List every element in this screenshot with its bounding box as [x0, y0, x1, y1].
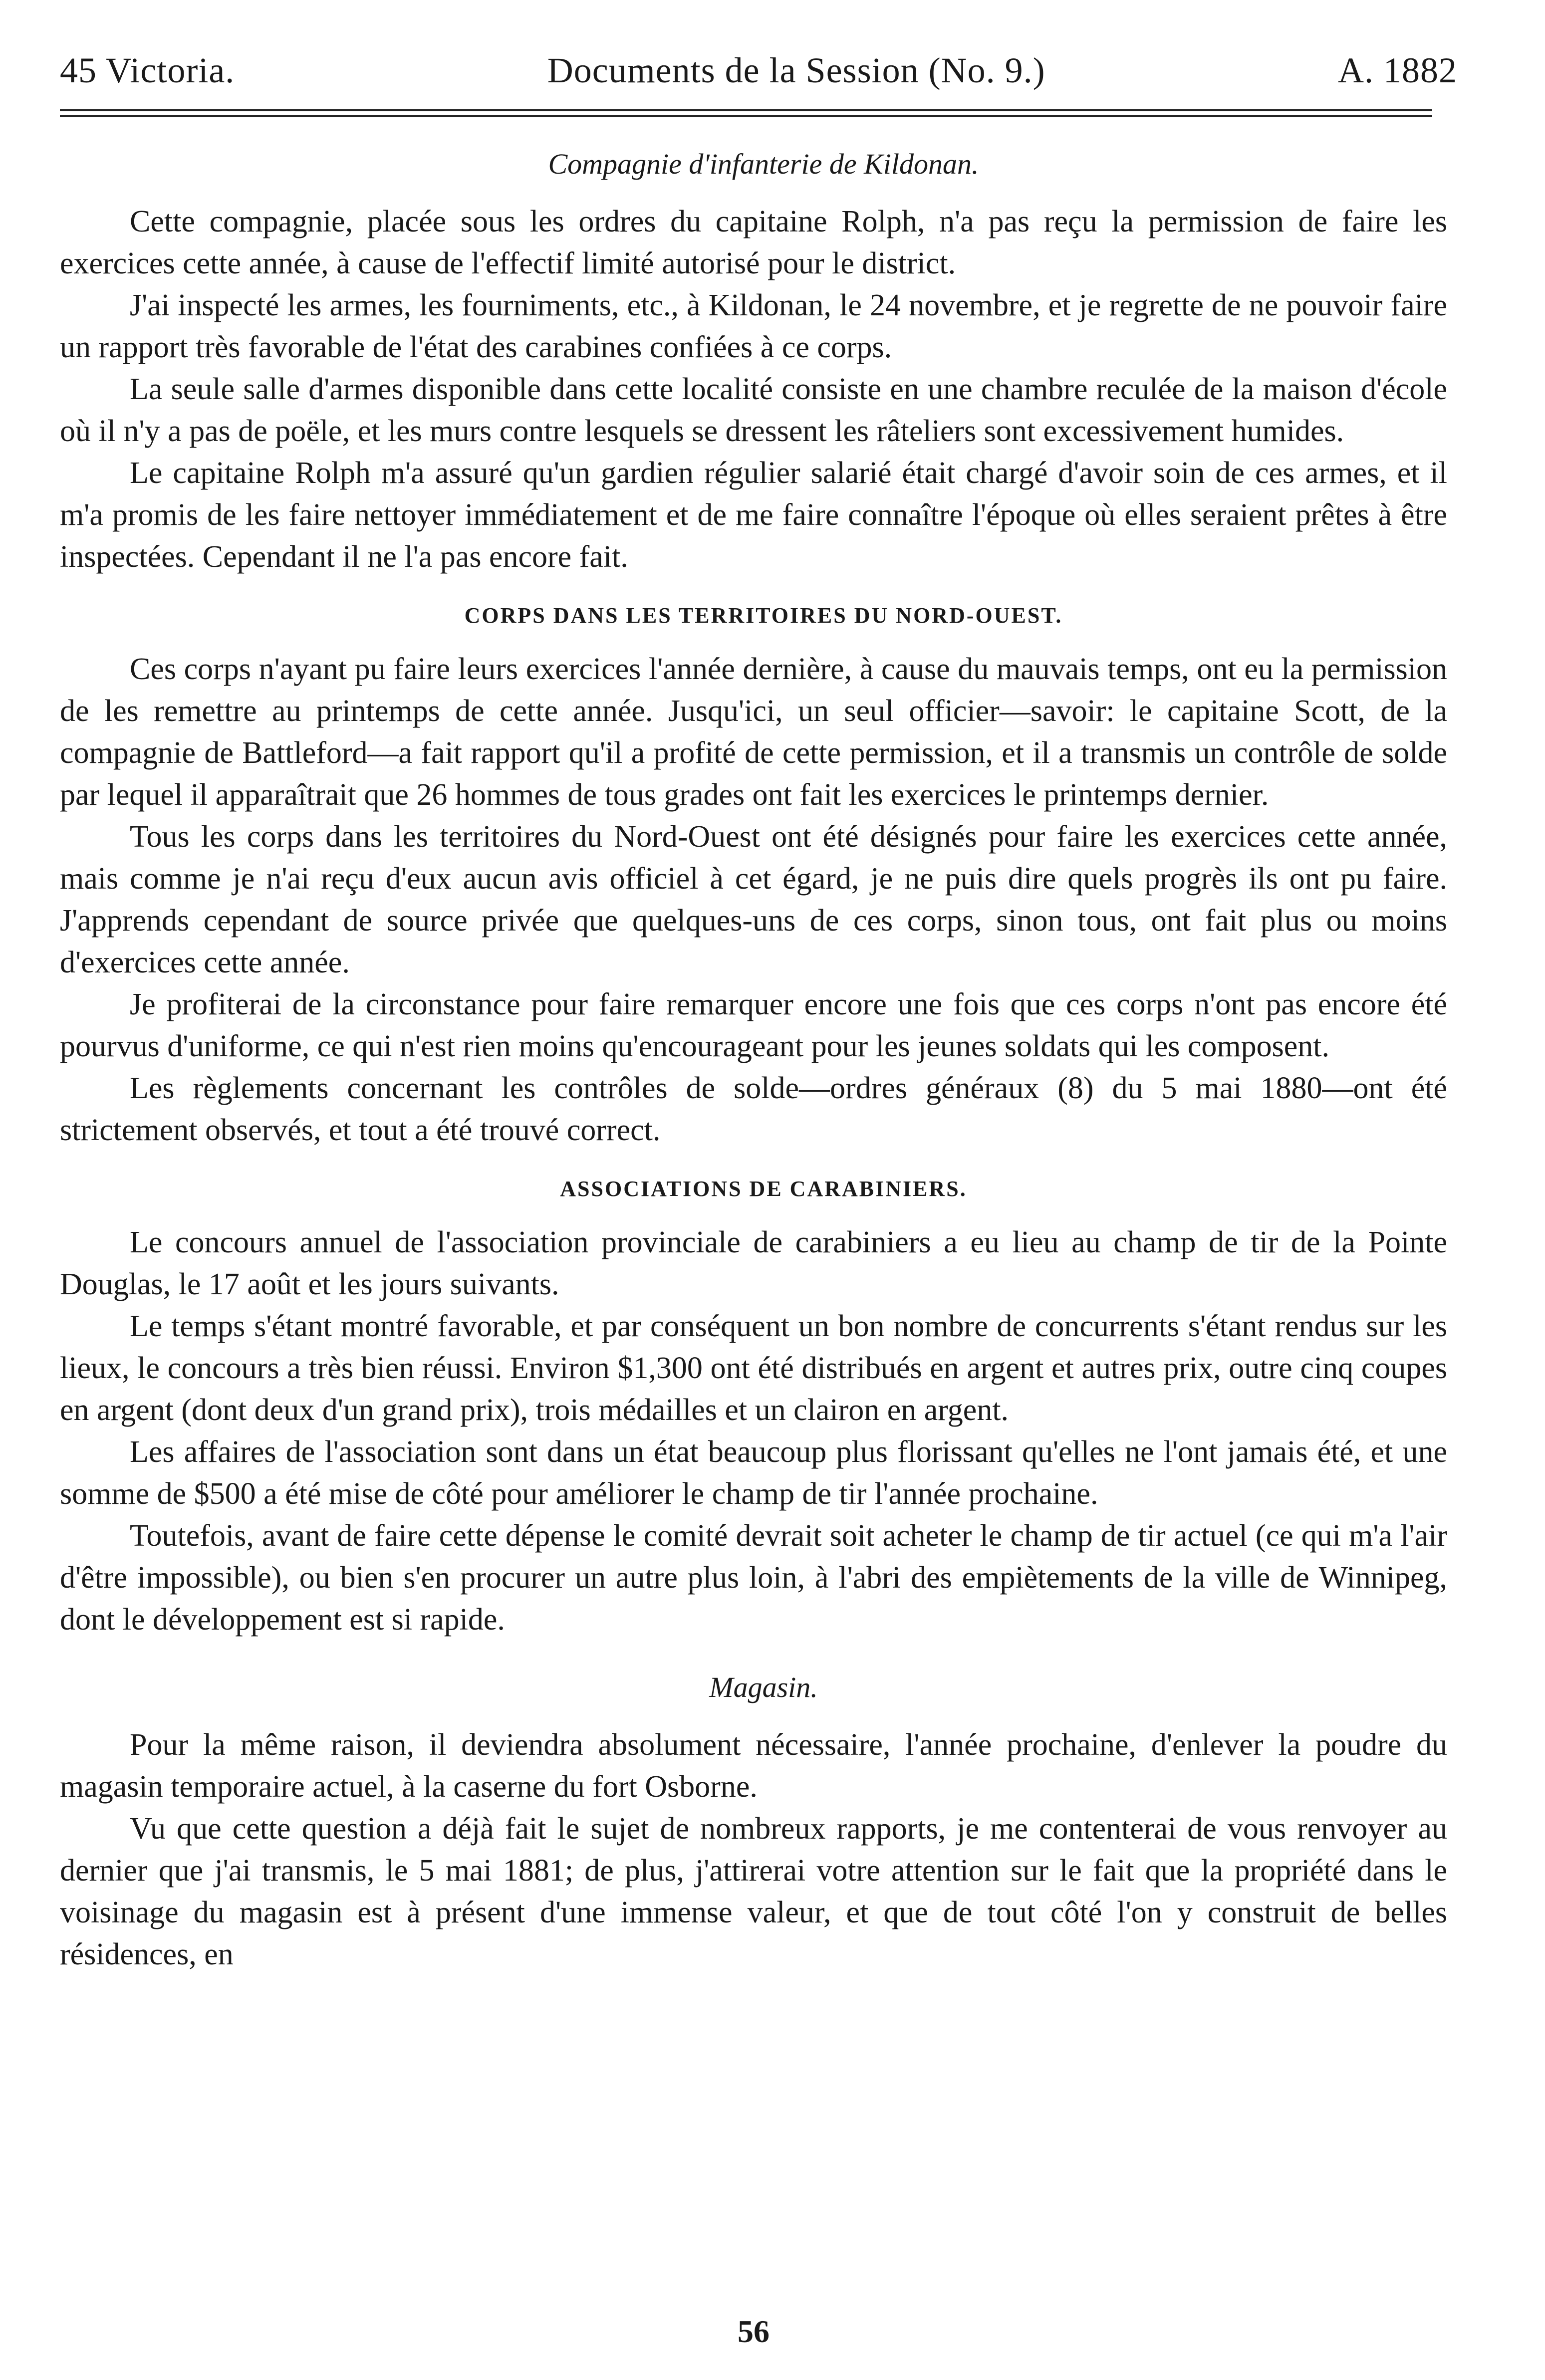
running-header [60, 40, 1467, 91]
section-title-magasin: Magasin. [709, 1671, 818, 1703]
header-title: Documents de la Session (No. 9.) [547, 50, 1045, 90]
section-title-carabiniers: ASSOCIATIONS DE CARABINIERS. [560, 1177, 967, 1201]
header-rule [60, 109, 1432, 117]
paragraph: La seule salle d'armes disponible dans cette localité consiste en une chambre reculée de la maison d'école où il n'y a pas de poële, et les murs contre lesquels se dressent les râteliers sont excessivement humides. [60, 372, 1447, 448]
paragraph: Les affaires de l'association sont dans un état beaucoup plus florissant qu'elles ne l'ont jamais été, et une somme de $500 a été mise de côté pour améliorer le champ de tir l'année prochaine. [60, 1435, 1447, 1511]
page-number: 56 [738, 2314, 770, 2349]
paragraph: Le capitaine Rolph m'a assuré qu'un gardien régulier salarié était chargé d'avoir soin de ces armes, et il m'a promis de les faire nettoyer immédiatement et de me faire connaître l'époque où elles seraient prêtes à être inspectées. Cependant il ne l'a pas encore fait. [60, 456, 1447, 574]
header-volume: 45 Victoria. [60, 50, 235, 90]
paragraph: Pour la même raison, il deviendra absolument nécessaire, l'année prochaine, d'enlever la poudre du magasin temporaire actuel, à la caserne du fort Osborne. [60, 1728, 1447, 1804]
paragraph: Cette compagnie, placée sous les ordres du capitaine Rolph, n'a pas reçu la permission de faire les exercices cette année, à cause de l'effectif limité autorisé pour le district. [60, 205, 1447, 280]
paragraph: Je profiterai de la circonstance pour faire remarquer encore une fois que ces corps n'ont pas encore été pourvus d'uniforme, ce qui n'est rien moins qu'encourageant pour les jeunes soldats qui les composent. [60, 987, 1447, 1063]
paragraph: Les règlements concernant les contrôles de solde—ordres généraux (8) du 5 mai 1880—ont été strictement observés, et tout a été trouvé correct. [60, 1071, 1447, 1147]
document-page [60, 40, 1467, 2355]
paragraph: Toutefois, avant de faire cette dépense le comité devrait soit acheter le champ de tir actuel (ce qui m'a l'air d'être impossible), ou bien s'en procurer un autre plus loin, à l'abri des empiètements de la ville de Winnipeg, dont le développement est si rapide. [60, 1519, 1447, 1637]
section-title-kildonan: Compagnie d'infanterie de Kildonan. [548, 148, 979, 180]
paragraph: Ces corps n'ayant pu faire leurs exercices l'année dernière, à cause du mauvais temps, ont eu la permission de les remettre au printemps de cette année. Jusqu'ici, un seul officier—savoir: le capitaine Scott, de la compagnie de Battleford—a fait rapport qu'il a profité de cette permission, et il a transmis un contrôle de solde par lequel il apparaîtrait que 26 hommes de tous grades ont fait les exercices le printemps dernier. [60, 652, 1447, 812]
paragraph: Le concours annuel de l'association provinciale de carabiniers a eu lieu au champ de tir de la Pointe Douglas, le 17 août et les jours suivants. [60, 1225, 1447, 1301]
paragraph: J'ai inspecté les armes, les fourniments, etc., à Kildonan, le 24 novembre, et je regrette de ne pouvoir faire un rapport très favorable de l'état des carabines confiées à ce corps. [60, 288, 1447, 364]
paragraph: Vu que cette question a déjà fait le sujet de nombreux rapports, je me contenterai de vous renvoyer au dernier que j'ai transmis, le 5 mai 1881; de plus, j'attirerai votre attention sur le fait que la propriété dans le voisinage du magasin est à présent d'une immense valeur, et que de tout côté l'on y construit de belles résidences, en [60, 1812, 1447, 1971]
section-title-nord-ouest: CORPS DANS LES TERRITOIRES DU NORD-OUEST. [464, 603, 1063, 628]
header-year: A. 1882 [1337, 50, 1457, 90]
paragraph: Tous les corps dans les territoires du Nord-Ouest ont été désignés pour faire les exercices cette année, mais comme je n'ai reçu d'eux aucun avis officiel à cet égard, je ne puis dire quels progrès ils ont pu faire. J'apprends cependant de source privée que quelques-uns de ces corps, sinon tous, ont fait plus ou moins d'exercices cette année. [60, 820, 1447, 979]
paragraph: Le temps s'étant montré favorable, et par conséquent un bon nombre de concurrents s'étant rendus sur les lieux, le concours a très bien réussi. Environ $1,300 ont été distribués en argent et autres prix, outre cinq coupes en argent (dont deux d'un grand prix), trois médailles et un clairon en argent. [60, 1309, 1447, 1427]
